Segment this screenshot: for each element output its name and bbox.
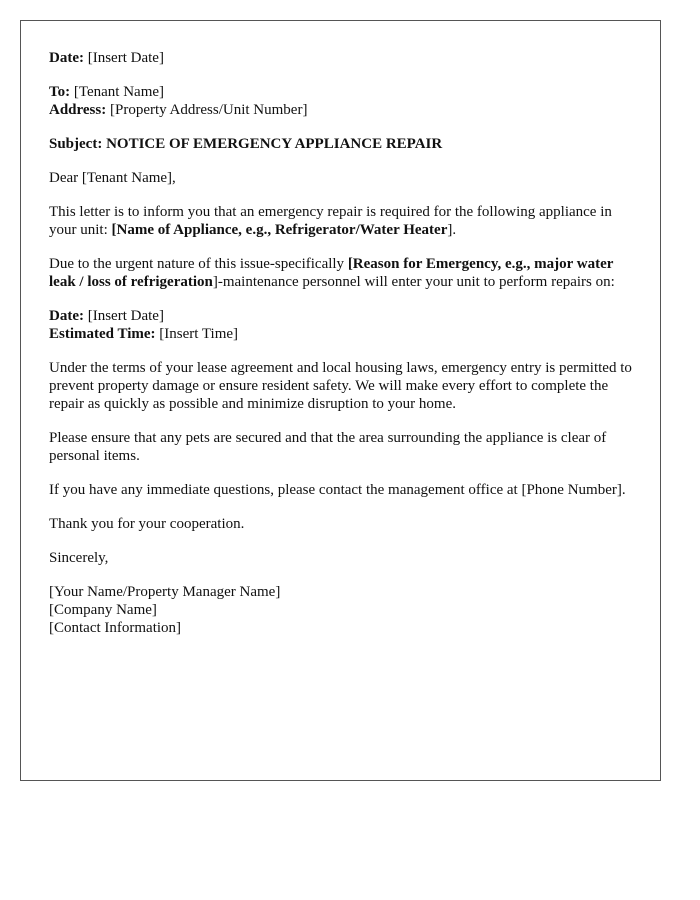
paragraph-contact: If you have any immediate questions, please contact the management office at [Phone Number].	[49, 482, 626, 498]
p2-text: Due to the urgent nature of this issue-specifically	[49, 256, 348, 272]
p1-text: This letter is to inform you that an emergency repair is required for the following appliance in your unit:	[49, 204, 612, 238]
paragraph-appliance	[49, 203, 632, 239]
date-label: Date:	[49, 50, 84, 66]
date-line	[49, 49, 632, 67]
paragraph-reason	[49, 255, 632, 291]
letter	[20, 20, 661, 781]
signature-name: [Your Name/Property Manager Name]	[49, 584, 281, 600]
paragraph-thanks: Thank you for your cooperation.	[49, 516, 245, 532]
address-value: [Property Address/Unit Number]	[106, 102, 308, 118]
date-value: [Insert Date]	[83, 50, 164, 66]
signature-contact: [Contact Information]	[49, 620, 182, 636]
repair-date-value: [Insert Date]	[83, 308, 164, 324]
p1-end: ].	[447, 222, 457, 238]
address-label: Address:	[49, 102, 107, 118]
paragraph-pets: Please ensure that any pets are secured and that the area surrounding the appliance is clear of personal items.	[49, 430, 607, 464]
schedule-block	[49, 307, 632, 343]
time-label: Estimated Time:	[49, 326, 156, 342]
closing: Sincerely,	[49, 550, 109, 566]
to-label: To:	[49, 84, 71, 100]
p2-end: ]-maintenance personnel will enter your unit to perform repairs on:	[212, 274, 615, 290]
signature-block	[49, 583, 632, 637]
subject: Subject: NOTICE OF EMERGENCY APPLIANCE REPAIR	[49, 136, 443, 152]
paragraph-lease: Under the terms of your lease agreement and local housing laws, emergency entry is permitted to prevent property damage or ensure resident safety. We will make every effort to complete the repair as quickly as possible and minimize disruption to your home.	[49, 360, 632, 412]
to-value: [Tenant Name]	[70, 84, 165, 100]
reason-placeholder: [Reason for Emergency, e.g., major water leak / loss of refrigeration	[49, 256, 614, 290]
signature-company: [Company Name]	[49, 602, 157, 618]
salutation: Dear [Tenant Name],	[49, 170, 176, 186]
repair-date-label: Date:	[49, 308, 84, 324]
time-value: [Insert Time]	[155, 326, 239, 342]
recipient-block	[49, 83, 632, 119]
subject-line	[49, 135, 632, 153]
appliance-placeholder: [Name of Appliance, e.g., Refrigerator/Water Heater	[111, 222, 448, 238]
